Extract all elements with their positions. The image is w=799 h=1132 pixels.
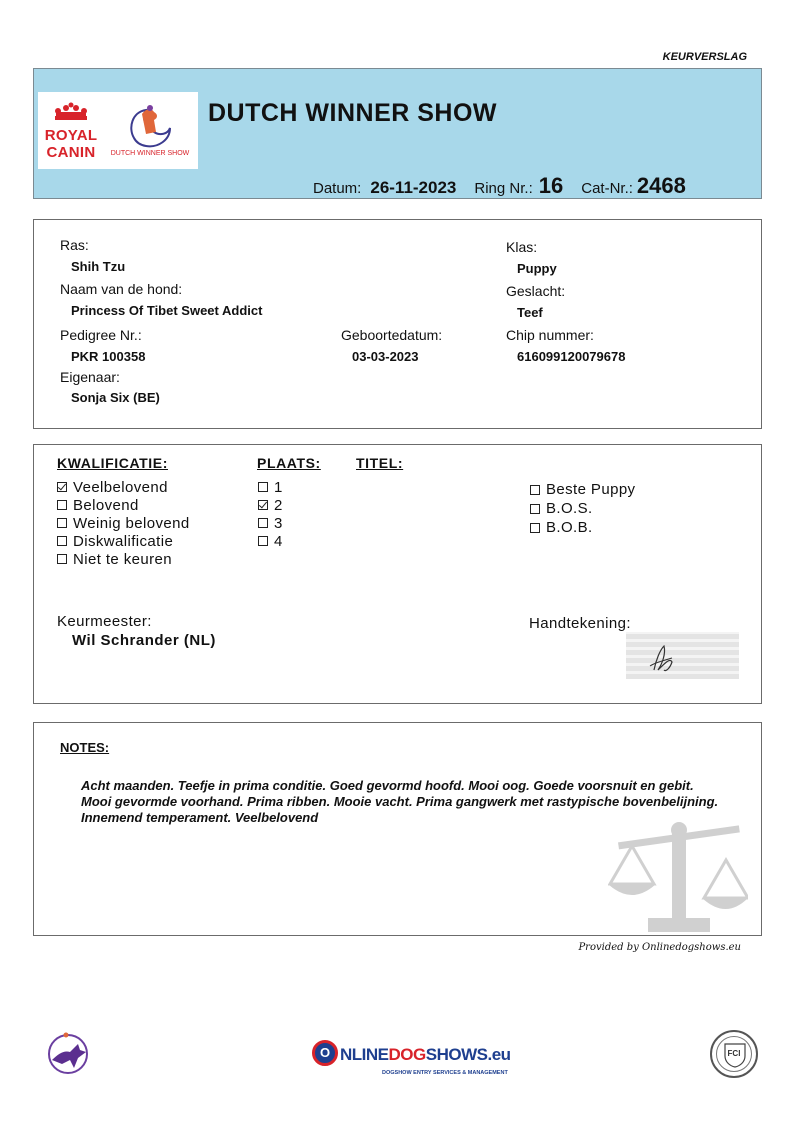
signature-image — [626, 632, 739, 679]
pedigree-label: Pedigree Nr.: — [60, 327, 142, 343]
checkbox[interactable] — [57, 554, 67, 564]
royal-canin-logo — [44, 102, 98, 161]
geslacht-label: Geslacht: — [506, 283, 566, 299]
plaats-option[interactable]: 2 — [258, 496, 283, 514]
kwalificatie-option[interactable]: Niet te keuren — [57, 550, 190, 568]
signature-icon — [626, 632, 739, 679]
checkbox[interactable] — [258, 500, 268, 510]
ods-o-icon: O — [312, 1040, 338, 1066]
klas-label: Klas: — [506, 239, 538, 255]
ods-tagline: DOGSHOW ENTRY SERVICES & MANAGEMENT — [382, 1070, 508, 1076]
klas-value: Puppy — [517, 261, 557, 276]
datum-label: Datum: — [313, 180, 362, 197]
fci-text: FCI — [727, 1049, 741, 1058]
royal-canin-text-2: CANIN — [46, 144, 96, 161]
checkbox[interactable] — [530, 504, 540, 514]
keurmeester-label: Keurmeester: — [57, 613, 152, 630]
chip-label: Chip nummer: — [506, 327, 594, 343]
handtekening-label: Handtekening: — [529, 615, 631, 632]
titel-heading: TITEL: — [356, 455, 404, 471]
dutch-winner-show-logo — [102, 102, 198, 162]
checkbox[interactable] — [530, 485, 540, 495]
titel-option[interactable]: B.O.B. — [530, 518, 635, 537]
eigenaar-label: Eigenaar: — [60, 369, 120, 385]
document-type: KEURVERSLAG — [662, 51, 747, 63]
dutch-winner-show-caption: DUTCH WINNER SHOW — [110, 150, 190, 157]
ras-value: Shih Tzu — [71, 259, 126, 274]
pedigree-value: PKR 100358 — [71, 349, 146, 364]
ras-label: Ras: — [60, 237, 89, 253]
kwalificatie-option[interactable]: Diskwalificatie — [57, 532, 190, 550]
checkbox[interactable] — [57, 482, 67, 492]
onlinedogshows-logo — [312, 1040, 511, 1084]
notes-text: Acht maanden. Teefje in prima conditie. Goed gevormd hoofd. Mooi oog. Goede voorsnuit en gebit. Mooi gevormde voorhand. Prima ribben. Mooie vacht. Prima gangwerk met rastypische bovenbelijning. Innemend temperament. Veelbelovend — [81, 778, 719, 825]
chip-value: 616099120079678 — [517, 349, 626, 364]
datum-value: 26-11-2023 — [370, 178, 457, 197]
checkbox[interactable] — [57, 536, 67, 546]
naam-value: Princess Of Tibet Sweet Addict — [71, 303, 263, 318]
plaats-heading: PLAATS: — [257, 455, 321, 471]
ring-label: Ring Nr.: — [474, 180, 533, 197]
kennel-club-logo-icon — [44, 1030, 92, 1076]
plaats-list — [258, 478, 283, 550]
kwalificatie-heading: KWALIFICATIE: — [57, 455, 168, 471]
fci-logo — [710, 1030, 758, 1078]
checkbox[interactable] — [258, 482, 268, 492]
kwalificatie-option[interactable]: Belovend — [57, 496, 190, 514]
show-meta — [313, 173, 686, 199]
checkbox[interactable] — [258, 536, 268, 546]
cat-label: Cat-Nr.: — [581, 180, 633, 197]
kwalificatie-list — [57, 478, 190, 568]
kwalificatie-option[interactable]: Weinig belovend — [57, 514, 190, 532]
checkbox[interactable] — [258, 518, 268, 528]
naam-label: Naam van de hond: — [60, 281, 183, 297]
titel-option[interactable]: Beste Puppy — [530, 480, 635, 499]
geboortedatum-value: 03-03-2023 — [352, 349, 419, 364]
titel-list — [530, 480, 635, 537]
plaats-option[interactable]: 4 — [258, 532, 283, 550]
provided-by: Provided by Onlinedogshows.eu — [578, 942, 741, 953]
geslacht-value: Teef — [517, 305, 543, 320]
kwalificatie-option[interactable]: Veelbelovend — [57, 478, 190, 496]
geboortedatum-label: Geboortedatum: — [341, 327, 443, 343]
checkbox[interactable] — [530, 523, 540, 533]
scales-watermark-icon — [608, 820, 748, 934]
crown-icon — [44, 102, 98, 122]
eigenaar-value: Sonja Six (BE) — [71, 390, 160, 405]
titel-option[interactable]: B.O.S. — [530, 499, 635, 518]
ring-value: 16 — [538, 173, 564, 198]
plaats-option[interactable]: 3 — [258, 514, 283, 532]
plaats-option[interactable]: 1 — [258, 478, 283, 496]
royal-canin-text-1: ROYAL — [44, 127, 98, 144]
cat-value: 2468 — [636, 173, 686, 198]
ods-wordmark: NLINEDOGSHOWS.eu — [340, 1045, 511, 1064]
checkbox[interactable] — [57, 518, 67, 528]
keurmeester-value: Wil Schrander (NL) — [72, 632, 216, 649]
checkbox[interactable] — [57, 500, 67, 510]
show-dog-icon — [124, 102, 176, 150]
logo-panel — [38, 92, 198, 169]
show-title: DUTCH WINNER SHOW — [208, 99, 498, 127]
notes-heading: NOTES: — [60, 740, 110, 755]
